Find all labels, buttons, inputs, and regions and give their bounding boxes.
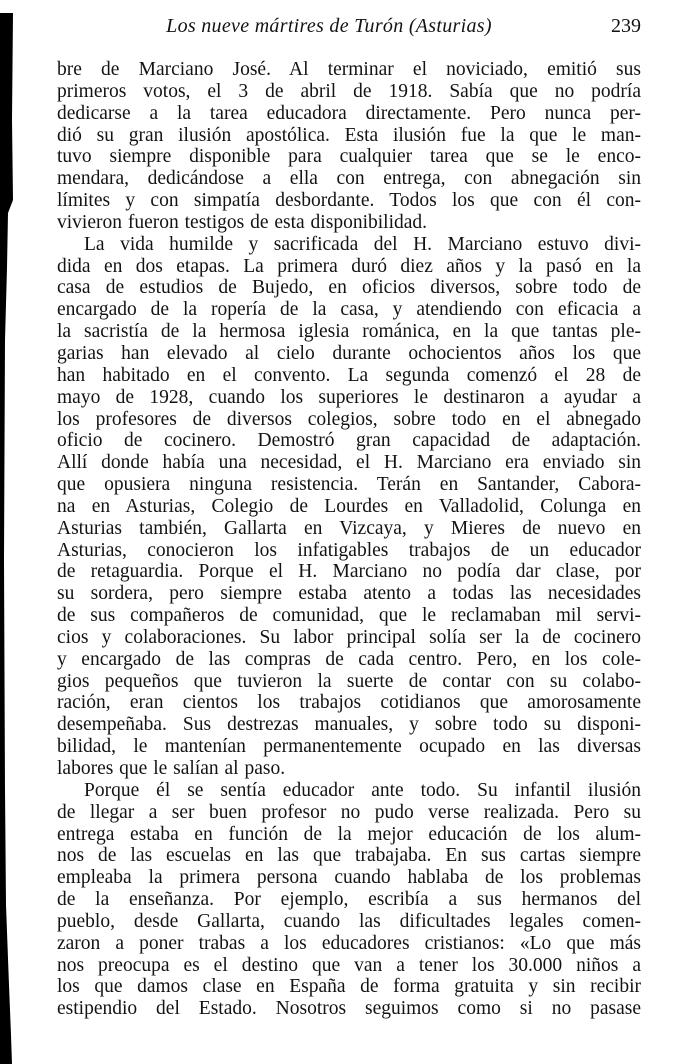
text-line: Asturias, conocieron los infatigables trabajos de un educador [57, 539, 641, 561]
paragraph [57, 780, 641, 1020]
text-line: na en Asturias, Colegio de Lourdes en Valladolid, Colunga en [57, 495, 641, 517]
text-line: de retaguardia. Porque el H. Marciano no podía dar clase, por [57, 561, 641, 583]
text-line: encargado de la ropería de la casa, y atendiendo con eficacia a [57, 299, 641, 321]
text-line: dedicarse a la tarea educadora directamente. Pero nunca per- [57, 102, 641, 124]
running-header [57, 15, 641, 41]
text-line: Asturias también, Gallarta en Vizcaya, y Mieres de nuevo en [57, 517, 641, 539]
text-line: gios pequeños que tuvieron la suerte de contar con su colabo- [57, 670, 641, 692]
text-line: bilidad, le mantenían permanentemente ocupado en las diversas [57, 736, 641, 758]
text-line: los profesores de diversos colegios, sobre todo en el abnegado [57, 408, 641, 430]
text-line: la sacristía de la hermosa iglesia románica, en la que tantas ple- [57, 321, 641, 343]
text-line: mendara, dedicándose a ella con entrega, con abnegación sin [57, 168, 641, 190]
running-header-title: Los nueve mártires de Turón (Asturias) [166, 15, 492, 37]
text-line: y encargado de las compras de cada centro. Pero, en los cole- [57, 648, 641, 670]
text-line: primeros votos, el 3 de abril de 1918. Sabía que no podría [57, 80, 641, 102]
text-line: han habitado en el convento. La segunda comenzó el 28 de [57, 364, 641, 386]
text-line: entrega estaba en función de la mejor educación de los alum- [57, 823, 641, 845]
text-line: cios y colaboraciones. Su labor principal solía ser la de cocinero [57, 626, 641, 648]
scan-binding-artifact [0, 0, 16, 1064]
text-line: nos preocupa es el destino que van a tener los 30.000 niños a [57, 954, 641, 976]
text-line: zaron a poner trabas a los educadores cristianos: «Lo que más [57, 932, 641, 954]
text-line: labores que le salían al paso. [57, 758, 286, 779]
page-body [57, 59, 641, 1020]
page-number: 239 [611, 15, 641, 37]
text-line: de sus compañeros de comunidad, que le reclamaban mil servi- [57, 605, 641, 627]
text-line: oficio de cocinero. Demostró gran capacidad de adaptación. [57, 430, 641, 452]
text-line: nos de las escuelas en las que trabajaba. En sus cartas siempre [57, 845, 641, 867]
text-line: de la enseñanza. Por ejemplo, escribía a sus hermanos del [57, 889, 641, 911]
text-line: límites y con simpatía desbordante. Todos los que con él con- [57, 190, 641, 212]
paragraph [57, 234, 641, 780]
paragraph [57, 59, 641, 234]
text-line: bre de Marciano José. Al terminar el noviciado, emitió sus [57, 59, 641, 80]
text-line: los que damos clase en España de forma gratuita y sin recibir [57, 976, 641, 998]
text-line: tuvo siempre disponible para cualquier tarea que se le enco- [57, 146, 641, 168]
text-line: vivieron fueron testigos de esta disponibilidad. [57, 211, 428, 233]
text-line: casa de estudios de Bujedo, en oficios diversos, sobre todo de [57, 277, 641, 299]
text-line: La vida humilde y sacrificada del H. Marciano estuvo divi- [84, 233, 641, 255]
text-line: Porque él se sentía educador ante todo. Su infantil ilusión [84, 779, 641, 801]
text-line: dió su gran ilusión apostólica. Esta ilusión fue la que le man- [57, 124, 641, 146]
text-line: dida en dos etapas. La primera duró diez años y la pasó en la [57, 255, 641, 277]
text-line: desempeñaba. Sus destrezas manuales, y sobre todo su disponi- [57, 714, 641, 736]
text-line: su sordera, pero siempre estaba atento a todas las necesidades [57, 583, 641, 605]
text-line: de llegar a ser buen profesor no pudo verse realizada. Pero su [57, 801, 641, 823]
text-line: que opusiera ninguna resistencia. Terán en Santander, Cabora- [57, 474, 641, 496]
text-line: mayo de 1928, cuando los superiores le destinaron a ayudar a [57, 386, 641, 408]
text-line: estipendio del Estado. Nosotros seguimos como si no pasase [57, 998, 641, 1020]
text-line: garias han elevado al cielo durante ochocientos años los que [57, 342, 641, 364]
text-line: ración, eran cientos los trabajos cotidianos que amorosamente [57, 692, 641, 714]
text-line: pueblo, desde Gallarta, cuando las dificultades legales comen- [57, 910, 641, 932]
text-line: Allí donde había una necesidad, el H. Marciano era enviado sin [57, 452, 641, 474]
text-line: empleaba la primera persona cuando hablaba de los problemas [57, 867, 641, 889]
